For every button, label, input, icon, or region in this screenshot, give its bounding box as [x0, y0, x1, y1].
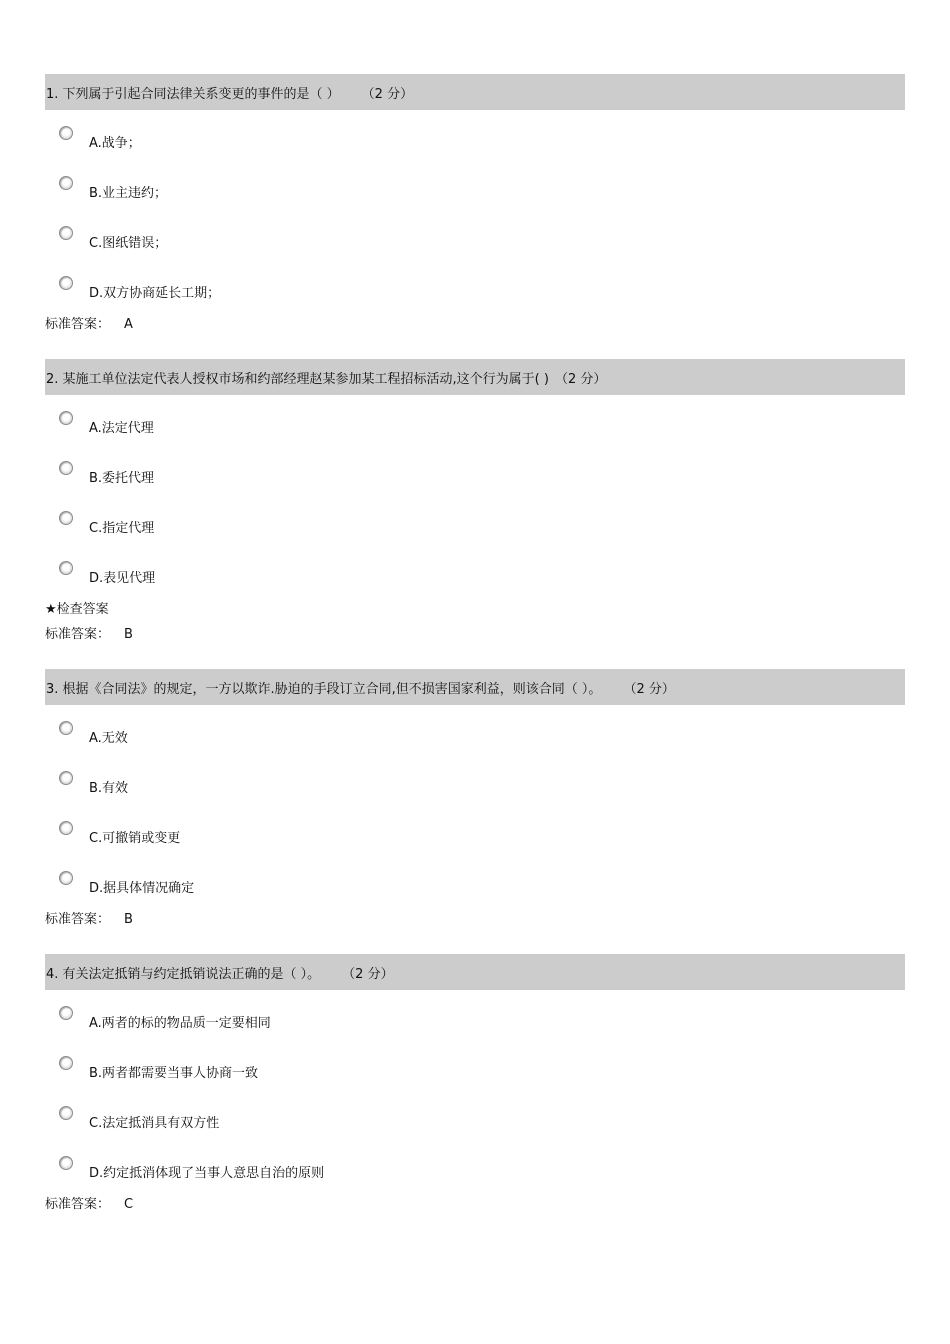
radio-button-icon[interactable] [59, 226, 73, 240]
option-label: C.可撤销或变更 [89, 831, 181, 846]
option-label: A.两者的标的物品质一定要相同 [89, 1016, 271, 1031]
radio-button-icon[interactable] [59, 1156, 73, 1170]
radio-button-icon[interactable] [59, 126, 73, 140]
option-b[interactable] [45, 1052, 905, 1102]
option-d[interactable] [45, 1152, 905, 1202]
option-d[interactable] [45, 557, 905, 607]
check-answer-link[interactable]: ★检查答案 [45, 602, 109, 617]
option-label: D.约定抵消体现了当事人意思自治的原则 [89, 1166, 325, 1181]
option-c[interactable] [45, 222, 905, 272]
radio-button-icon[interactable] [59, 771, 73, 785]
option-d[interactable] [45, 272, 905, 322]
question-title: 3. 根据《合同法》的规定，一方以欺诈.胁迫的手段订立合同,但不损害国家利益，则该合同（ ）。 [46, 681, 602, 697]
answer-label: 标准答案： [45, 1197, 111, 1212]
radio-button-icon[interactable] [59, 1106, 73, 1120]
answer-value: A [124, 317, 133, 332]
option-label: B.有效 [89, 781, 129, 796]
question-title: 1. 下列属于引起合同法律关系变更的事件的是（ ） [46, 86, 340, 102]
answer-value: C [124, 1197, 134, 1212]
option-label: A.战争； [89, 136, 141, 151]
option-c[interactable] [45, 817, 905, 867]
option-a[interactable] [45, 1002, 905, 1052]
option-label: B.业主违约； [89, 186, 168, 201]
question-2 [45, 359, 905, 646]
option-a[interactable] [45, 407, 905, 457]
option-label: B.委托代理 [89, 471, 155, 486]
question-score: （2 分） [361, 86, 414, 102]
radio-button-icon[interactable] [59, 461, 73, 475]
radio-button-icon[interactable] [59, 721, 73, 735]
question-4 [45, 954, 905, 1216]
option-a[interactable] [45, 717, 905, 767]
radio-button-icon[interactable] [59, 871, 73, 885]
option-label: D.据具体情况确定 [89, 881, 195, 896]
standard-answer [45, 624, 905, 646]
options-list [45, 407, 905, 607]
question-score: （2 分） [623, 681, 675, 697]
answer-label: 标准答案： [45, 912, 111, 927]
question-title: 4. 有关法定抵销与约定抵销说法正确的是（ ）。 [46, 966, 321, 982]
question-header [45, 669, 905, 705]
options-list [45, 122, 905, 322]
options-list [45, 1002, 905, 1202]
option-a[interactable] [45, 122, 905, 172]
radio-button-icon[interactable] [59, 1056, 73, 1070]
radio-button-icon[interactable] [59, 821, 73, 835]
option-c[interactable] [45, 507, 905, 557]
answer-label: 标准答案： [45, 627, 111, 642]
radio-button-icon[interactable] [59, 1006, 73, 1020]
option-label: A.无效 [89, 731, 128, 746]
options-list [45, 717, 905, 917]
answer-label: 标准答案： [45, 317, 111, 332]
option-label: C.指定代理 [89, 521, 155, 536]
radio-button-icon[interactable] [59, 411, 73, 425]
option-d[interactable] [45, 867, 905, 917]
option-label: C.法定抵消具有双方性 [89, 1116, 220, 1131]
option-b[interactable] [45, 767, 905, 817]
question-score: （2 分） [554, 371, 607, 387]
option-b[interactable] [45, 457, 905, 507]
option-b[interactable] [45, 172, 905, 222]
option-label: D.双方协商延长工期； [89, 286, 221, 301]
option-label: D.表见代理 [89, 571, 156, 586]
question-score: （2 分） [342, 966, 394, 982]
question-header [45, 954, 905, 990]
radio-button-icon[interactable] [59, 511, 73, 525]
radio-button-icon[interactable] [59, 561, 73, 575]
option-label: A.法定代理 [89, 421, 154, 436]
option-label: C.图纸错误； [89, 236, 168, 251]
question-header [45, 74, 905, 110]
option-c[interactable] [45, 1102, 905, 1152]
radio-button-icon[interactable] [59, 276, 73, 290]
answer-value: B [124, 912, 133, 927]
question-3 [45, 669, 905, 931]
answer-value: B [124, 627, 133, 642]
question-header [45, 359, 905, 395]
option-label: B.两者都需要当事人协商一致 [89, 1066, 259, 1081]
radio-button-icon[interactable] [59, 176, 73, 190]
question-title: 2. 某施工单位法定代表人授权市场和约部经理赵某参加某工程招标活动,这个行为属于( ) [46, 371, 549, 387]
question-1 [45, 74, 905, 336]
